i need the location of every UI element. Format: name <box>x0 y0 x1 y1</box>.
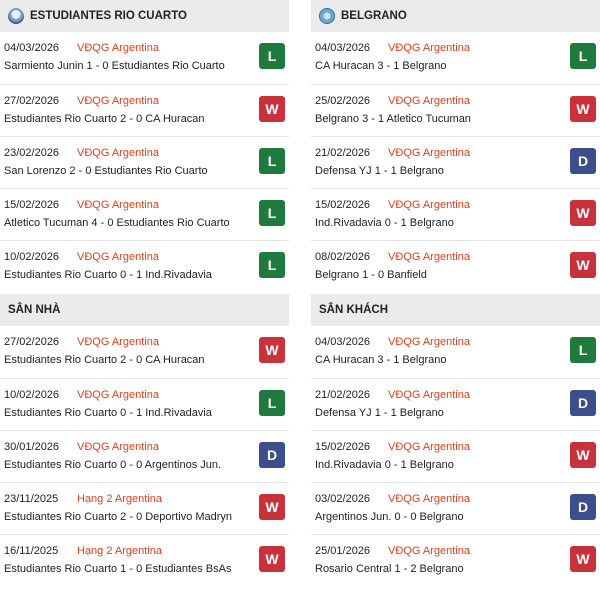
result-badge: W <box>259 546 285 572</box>
away-title: SÂN KHÁCH <box>319 304 388 316</box>
match-row[interactable] <box>311 84 600 136</box>
match-league[interactable]: VĐQG Argentina <box>388 441 470 453</box>
match-date: 21/02/2026 <box>315 147 371 159</box>
match-row[interactable] <box>0 378 289 430</box>
match-league[interactable]: VĐQG Argentina <box>388 147 470 159</box>
home-matches <box>0 326 289 586</box>
match-row[interactable] <box>0 326 289 378</box>
match-date: 25/01/2026 <box>315 545 371 557</box>
match-score: Ind.Rivadavia 0 - 1 Belgrano <box>315 217 454 229</box>
match-date: 10/02/2026 <box>4 251 60 263</box>
match-date: 27/02/2026 <box>4 336 60 348</box>
result-badge: L <box>570 43 596 69</box>
match-row[interactable] <box>311 136 600 188</box>
team-header-right <box>311 0 600 32</box>
home-header <box>0 294 289 326</box>
match-score: CA Huracan 3 - 1 Belgrano <box>315 354 447 366</box>
match-league[interactable]: VĐQG Argentina <box>388 545 470 557</box>
match-score: Estudiantes Rio Cuarto 2 - 0 Deportivo Madryn <box>4 511 233 523</box>
match-row[interactable] <box>0 136 289 188</box>
match-league[interactable]: VĐQG Argentina <box>77 441 159 453</box>
result-badge: W <box>570 96 596 122</box>
match-date: 23/02/2026 <box>4 147 60 159</box>
match-row[interactable] <box>311 240 600 292</box>
match-row[interactable] <box>0 482 289 534</box>
match-row[interactable] <box>311 482 600 534</box>
match-league[interactable]: VĐQG Argentina <box>388 199 470 211</box>
match-row[interactable] <box>311 430 600 482</box>
match-league[interactable]: VĐQG Argentina <box>77 42 159 54</box>
match-date: 27/02/2026 <box>4 95 60 107</box>
match-score: Estudiantes Rio Cuarto 2 - 0 CA Huracan <box>4 113 205 125</box>
match-row[interactable] <box>311 32 600 84</box>
match-row[interactable] <box>0 84 289 136</box>
match-row[interactable] <box>311 188 600 240</box>
result-badge: W <box>259 96 285 122</box>
match-score: Defensa YJ 1 - 1 Belgrano <box>315 165 444 177</box>
match-date: 15/02/2026 <box>315 199 371 211</box>
match-league[interactable]: VĐQG Argentina <box>388 389 470 401</box>
estudiantes-crest-icon <box>8 8 24 24</box>
team-header-left <box>0 0 289 32</box>
match-league[interactable]: VĐQG Argentina <box>388 336 470 348</box>
home-title: SÂN NHÀ <box>8 304 61 316</box>
match-league[interactable]: VĐQG Argentina <box>77 95 159 107</box>
result-badge: D <box>570 494 596 520</box>
match-row[interactable] <box>311 378 600 430</box>
match-score: CA Huracan 3 - 1 Belgrano <box>315 60 447 72</box>
match-row[interactable] <box>0 240 289 292</box>
match-score: San Lorenzo 2 - 0 Estudiantes Rio Cuarto <box>4 165 208 177</box>
match-score: Atletico Tucuman 4 - 0 Estudiantes Rio Cuarto <box>4 217 230 229</box>
team-name-right: BELGRANO <box>341 10 407 22</box>
match-date: 04/03/2026 <box>315 42 371 54</box>
belgrano-crest-icon <box>319 8 335 24</box>
result-badge: L <box>259 252 285 278</box>
match-date: 30/01/2026 <box>4 441 60 453</box>
match-league[interactable]: VĐQG Argentina <box>77 336 159 348</box>
match-score: Argentinos Jun. 0 - 0 Belgrano <box>315 511 464 523</box>
match-score: Estudiantes Rio Cuarto 2 - 0 CA Huracan <box>4 354 205 366</box>
match-score: Rosario Central 1 - 2 Belgrano <box>315 563 464 575</box>
match-league[interactable]: VĐQG Argentina <box>388 95 470 107</box>
match-league[interactable]: VĐQG Argentina <box>388 251 470 263</box>
recent-matches-left <box>0 32 289 292</box>
result-badge: L <box>570 337 596 363</box>
result-badge: D <box>259 442 285 468</box>
result-badge: W <box>570 546 596 572</box>
match-score: Defensa YJ 1 - 1 Belgrano <box>315 407 444 419</box>
result-badge: D <box>570 148 596 174</box>
match-date: 04/03/2026 <box>315 336 371 348</box>
team-name-left: ESTUDIANTES RIO CUARTO <box>30 10 187 22</box>
match-date: 23/11/2025 <box>4 493 59 505</box>
match-row[interactable] <box>311 326 600 378</box>
match-league[interactable]: VĐQG Argentina <box>77 251 159 263</box>
match-date: 03/02/2026 <box>315 493 371 505</box>
match-row[interactable] <box>0 534 289 586</box>
match-league[interactable]: VĐQG Argentina <box>388 42 470 54</box>
match-score: Belgrano 1 - 0 Banfield <box>315 269 427 281</box>
result-badge: W <box>570 442 596 468</box>
match-row[interactable] <box>0 188 289 240</box>
match-league[interactable]: Hạng 2 Argentina <box>77 493 163 505</box>
away-matches <box>311 326 600 586</box>
result-badge: D <box>570 390 596 416</box>
match-league[interactable]: VĐQG Argentina <box>77 199 159 211</box>
match-score: Estudiantes Rio Cuarto 0 - 1 Ind.Rivadavia <box>4 407 212 419</box>
result-badge: W <box>259 337 285 363</box>
result-badge: W <box>570 200 596 226</box>
match-score: Belgrano 3 - 1 Atletico Tucuman <box>315 113 471 125</box>
match-date: 08/02/2026 <box>315 251 371 263</box>
match-date: 04/03/2026 <box>4 42 60 54</box>
match-row[interactable] <box>311 534 600 586</box>
away-header <box>311 294 600 326</box>
match-score: Estudiantes Rio Cuarto 0 - 0 Argentinos Jun. <box>4 459 222 471</box>
match-league[interactable]: VĐQG Argentina <box>388 493 470 505</box>
match-row[interactable] <box>0 430 289 482</box>
result-badge: L <box>259 200 285 226</box>
result-badge: L <box>259 148 285 174</box>
match-league[interactable]: VĐQG Argentina <box>77 389 159 401</box>
match-league[interactable]: Hạng 2 Argentina <box>77 545 163 557</box>
left-column <box>0 0 289 586</box>
right-column <box>311 0 600 586</box>
match-score: Sarmiento Junin 1 - 0 Estudiantes Rio Cuarto <box>4 60 225 72</box>
match-score: Ind.Rivadavia 0 - 1 Belgrano <box>315 459 454 471</box>
match-date: 21/02/2026 <box>315 389 371 401</box>
match-date: 15/02/2026 <box>315 441 371 453</box>
match-score: Estudiantes Rio Cuarto 0 - 1 Ind.Rivadavia <box>4 269 212 281</box>
match-league[interactable]: VĐQG Argentina <box>77 147 159 159</box>
match-row[interactable] <box>0 32 289 84</box>
recent-matches-right <box>311 32 600 292</box>
result-badge: L <box>259 43 285 69</box>
result-badge: W <box>259 494 285 520</box>
match-date: 25/02/2026 <box>315 95 371 107</box>
match-score: Estudiantes Rio Cuarto 1 - 0 Estudiantes BsAs <box>4 563 232 575</box>
result-badge: L <box>259 390 285 416</box>
match-date: 16/11/2025 <box>4 545 59 557</box>
match-date: 10/02/2026 <box>4 389 60 401</box>
match-date: 15/02/2026 <box>4 199 60 211</box>
result-badge: W <box>570 252 596 278</box>
